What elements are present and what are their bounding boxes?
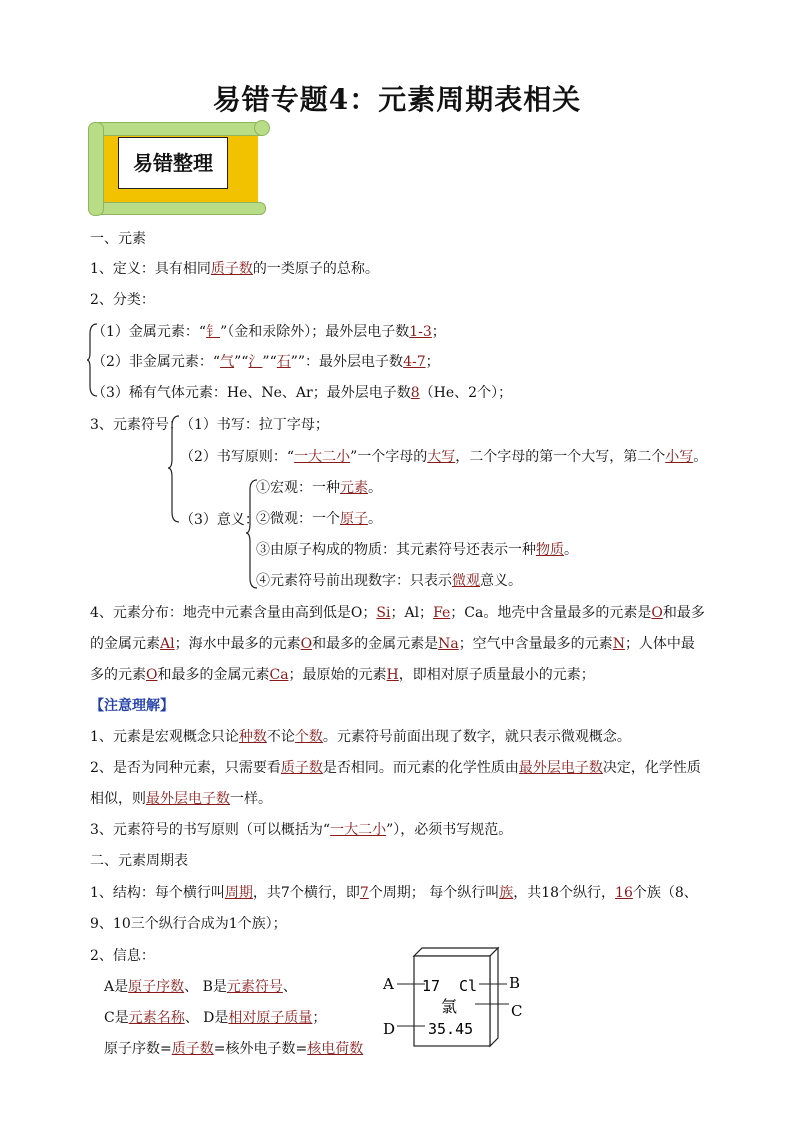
note-2a: [90, 758, 701, 778]
text: 意义。: [480, 573, 522, 589]
text: ；: [431, 324, 446, 340]
text: ”“: [262, 354, 277, 370]
answer: 7: [359, 885, 369, 901]
meaning-line: （3）意义：: [180, 512, 259, 528]
answer: 核电荷数: [307, 1041, 364, 1057]
text: ；: [425, 354, 440, 370]
text: ”一个字母的: [350, 449, 428, 465]
text: 1、结构：每个横行叫: [90, 885, 225, 901]
macro-meaning: [256, 478, 382, 498]
answer: 16: [615, 885, 633, 901]
text: 。: [564, 542, 578, 558]
section-banner: [88, 122, 268, 214]
answer: 物质: [536, 542, 564, 558]
answer: 元素符号: [226, 979, 283, 995]
text: 2、是否为同种元素，只需要看: [90, 760, 281, 776]
number-prefix-meaning: [256, 571, 522, 591]
text: ，即相对原子质量最小的元素；: [398, 667, 595, 683]
text: 4、元素分布：地壳中元素含量由高到低是O；: [90, 605, 377, 621]
label-d: D: [383, 1020, 396, 1038]
note-1: [90, 727, 631, 747]
text: 的金属元素: [90, 636, 160, 652]
text: 、: [282, 979, 297, 995]
text: ；: [312, 1010, 327, 1026]
answer: O: [300, 636, 313, 652]
answer: Na: [438, 636, 459, 652]
answer: 质子数: [280, 760, 323, 776]
text: （3）稀有气体元素：He、Ne、Ar；最外层电子数: [92, 385, 411, 401]
label-c: C: [511, 1002, 523, 1020]
text: （2）书写原则：“: [180, 449, 295, 465]
text: 和最多的金属元素: [157, 667, 270, 683]
element-name: 氯: [441, 997, 458, 1016]
answer: 种数: [238, 729, 267, 745]
answer: 大写: [427, 449, 456, 465]
atom-substance-meaning: [256, 540, 578, 560]
text: ”（金和汞除外）；最外层电子数: [220, 324, 410, 340]
answer: H: [386, 667, 399, 683]
text: ，二个字母的第一个大写，第二个: [455, 449, 666, 465]
scroll-curl: [254, 120, 270, 136]
answer: O: [146, 667, 158, 683]
scroll-bottom-roll: [92, 202, 266, 215]
answer: Fe: [433, 605, 451, 621]
answer: 气: [220, 354, 235, 370]
answer: 元素: [340, 480, 368, 496]
answer: 周期: [224, 885, 253, 901]
answer: 原子: [340, 511, 368, 527]
answer: 质子数: [210, 261, 253, 277]
nonmetal-element-line: [92, 352, 440, 372]
symbol-brace: [166, 414, 180, 524]
text: ；人体中最: [624, 636, 695, 652]
text: 和最多的金属元素是: [312, 636, 439, 652]
text: ②微观：一个: [256, 511, 340, 527]
text: ④元素符号前出现数字：只表示: [256, 573, 452, 589]
text: ①宏观：一种: [256, 480, 340, 496]
answer: 8: [410, 385, 420, 401]
answer: 个数: [294, 729, 323, 745]
info-line-3: [104, 1039, 363, 1059]
page-title: 易错专题4：元素周期表相关: [212, 83, 582, 116]
answer: 族: [499, 885, 514, 901]
answer: 微观: [452, 573, 480, 589]
definition-line: [90, 259, 379, 279]
micro-meaning: [256, 509, 382, 529]
scroll-top-roll: [92, 122, 266, 136]
info-line-1: [104, 977, 297, 997]
text: 多的元素: [90, 667, 146, 683]
text: 、 B是: [184, 979, 227, 995]
metal-element-line: [92, 322, 446, 342]
answer: 小写: [665, 449, 694, 465]
scroll-left-roll: [88, 122, 104, 216]
text: 是否相同。而元素的化学性质由: [322, 760, 519, 776]
text: 。: [368, 511, 382, 527]
section-heading: 一、元素: [90, 231, 146, 247]
text: 相似，则: [90, 791, 146, 807]
symbol-heading: 3、元素符号：: [90, 417, 183, 433]
answer: 石: [276, 354, 291, 370]
text: ；Ca。地壳中含量最多的元素是: [450, 605, 652, 621]
answer: 最外层电子数: [518, 760, 603, 776]
label-b: B: [509, 974, 521, 992]
text: 的一类原子的总称。: [252, 261, 379, 277]
element-symbol: Cl: [459, 977, 478, 995]
noble-gas-line: [92, 383, 512, 403]
text: ；Al；: [390, 605, 434, 621]
text: A是: [104, 979, 129, 995]
answer: 4-7: [403, 354, 426, 370]
text: 。元素符号前面出现了数字，就只表示微观概念。: [322, 729, 631, 745]
structure-line-2: 9、10三个纵行合成为1个族）；: [90, 916, 287, 932]
banner-label: 易错整理: [118, 137, 228, 189]
writing-rule-line: [180, 447, 707, 467]
text: （1）金属元素：“: [92, 324, 207, 340]
text: （2）非金属元素：“: [92, 354, 221, 370]
text: 1、元素是宏观概念只论: [90, 729, 239, 745]
answer: Si: [376, 605, 391, 621]
text: 、 D是: [184, 1010, 229, 1026]
answer: 钅: [206, 324, 221, 340]
text: ””：最外层电子数: [290, 354, 404, 370]
text: 个族（8、: [632, 885, 698, 901]
text: ”“: [234, 354, 249, 370]
answer: 氵: [248, 354, 263, 370]
answer: 元素名称: [128, 1010, 185, 1026]
answer: 一大二小: [294, 449, 351, 465]
text: =核外电子数=: [213, 1041, 308, 1057]
notes-heading: 【注意理解】: [90, 698, 174, 714]
note-2b: [90, 789, 272, 809]
answer: Ca: [269, 667, 289, 683]
writing-line: （1）书写：拉丁字母；: [180, 417, 329, 433]
answer: N: [612, 636, 625, 652]
text: （He、2个）；: [419, 385, 513, 401]
answer: 最外层电子数: [146, 791, 230, 807]
answer: 质子数: [171, 1041, 214, 1057]
text: C是: [104, 1010, 129, 1026]
classification-heading: 2、分类：: [90, 292, 155, 308]
atomic-number: 17: [422, 977, 441, 995]
text: ”），必须书写规范。: [386, 822, 513, 838]
text: ，共7个横行，即: [252, 885, 360, 901]
text: 原子序数=: [104, 1041, 172, 1057]
label-a: A: [383, 975, 394, 993]
text: 决定，化学性质: [602, 760, 701, 776]
text: 。: [693, 449, 708, 465]
distribution-line-2: [90, 634, 695, 654]
note-3: [90, 820, 512, 840]
element-tile-diagram: [375, 940, 535, 1052]
text: 。: [368, 480, 382, 496]
distribution-line-1: [90, 603, 705, 623]
answer: 原子序数: [128, 979, 185, 995]
atomic-mass: 35.45: [428, 1020, 474, 1038]
text: ；空气中含量最多的元素: [458, 636, 613, 652]
text: ，共18个纵行，: [513, 885, 616, 901]
answer: O: [651, 605, 663, 621]
text: 3、元素符号的书写原则（可以概括为“: [90, 822, 331, 838]
distribution-line-3: [90, 665, 595, 685]
text: 个周期； 每个纵行叫: [368, 885, 500, 901]
info-heading: 2、信息：: [90, 948, 155, 964]
text: ；海水中最多的元素: [174, 636, 301, 652]
answer: 相对原子质量: [228, 1010, 313, 1026]
info-line-2: [104, 1008, 326, 1028]
text: ③由原子构成的物质：其元素符号还表示一种: [256, 542, 536, 558]
text: 1、定义：具有相同: [90, 261, 211, 277]
answer: 1-3: [409, 324, 432, 340]
answer: 一大二小: [330, 822, 387, 838]
text: ；最原始的元素: [288, 667, 387, 683]
answer: Al: [160, 636, 175, 652]
text: 不论: [266, 729, 295, 745]
text: 一样。: [230, 791, 272, 807]
section-heading-2: 二、元素周期表: [90, 853, 188, 869]
text: 和最多: [662, 605, 705, 621]
structure-line-1: [90, 883, 698, 903]
